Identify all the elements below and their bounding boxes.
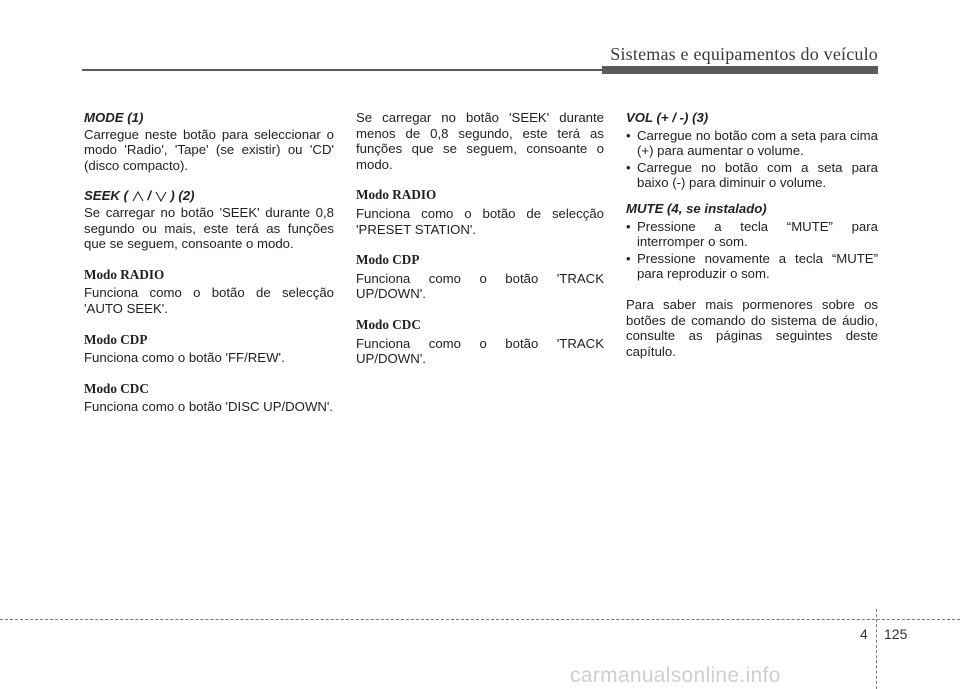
radio-mode-text: Funciona como o botão de selecção 'PRESET STATION'.	[356, 205, 604, 237]
mute-list	[626, 219, 878, 282]
list-item: • Carregue no botão com a seta para baixo (-) para diminuir o volume.	[626, 159, 878, 191]
seek-short-text: Se carregar no botão 'SEEK' durante menos de 0,8 segundo, este terá as funções que se seguem, consoante o modo.	[356, 110, 604, 172]
cdc-mode-text: Funciona como o botão 'TRACK UP/DOWN'.	[356, 335, 604, 367]
chevron-down-icon	[155, 188, 167, 203]
watermark: carmanualsonline.info	[570, 664, 781, 687]
list-item: • Pressione novamente a tecla “MUTE” para reproduzir o som.	[626, 250, 878, 282]
seek-text: Se carregar no botão 'SEEK' durante 0,8 segundo ou mais, este terá as funções que se seguem, consoante o modo.	[84, 204, 334, 252]
section-title: Sistemas e equipamentos do veículo	[610, 44, 878, 64]
cdc-mode-text: Funciona como o botão 'DISC UP/DOWN'.	[84, 399, 334, 415]
footer-rule	[0, 619, 960, 620]
column-3	[626, 110, 878, 359]
cdp-mode-heading: Modo CDP	[84, 331, 148, 347]
chevron-up-icon	[132, 188, 144, 203]
column-2	[356, 110, 604, 367]
cdc-mode-heading: Modo CDC	[84, 380, 149, 396]
column-1	[84, 110, 334, 415]
radio-mode-heading: Modo RADIO	[84, 266, 165, 282]
seek-heading: SEEK ( / ) (2)	[84, 188, 195, 204]
cdc-mode-heading: Modo CDC	[356, 316, 421, 332]
vol-list	[626, 128, 878, 191]
footer-divider	[876, 609, 877, 689]
cdp-mode-text: Funciona como o botão 'FF/REW'.	[84, 350, 285, 366]
mode-text: Carregue neste botão para seleccionar o modo 'Radio', 'Tape' (se existir) ou 'CD' (disco compacto).	[84, 126, 334, 173]
header-rule	[82, 69, 602, 71]
radio-mode-heading: Modo RADIO	[356, 187, 437, 203]
cdp-mode-heading: Modo CDP	[356, 252, 420, 268]
chapter-number: 4	[860, 626, 868, 642]
header-rule-accent	[602, 66, 878, 74]
vol-heading: VOL (+ / -) (3)	[626, 110, 709, 125]
page-number: 125	[884, 626, 908, 642]
mode-heading: MODE (1)	[84, 110, 144, 125]
cdp-mode-text: Funciona como o botão 'TRACK UP/DOWN'.	[356, 270, 604, 302]
closing-text: Para saber mais pormenores sobre os botões de comando do sistema de áudio, consulte as páginas seguintes deste capítulo.	[626, 296, 878, 359]
radio-mode-text: Funciona como o botão de selecção 'AUTO SEEK'.	[84, 285, 334, 316]
mute-heading: MUTE (4, se instalado)	[626, 200, 767, 216]
list-item: • Pressione a tecla “MUTE” para interromper o som.	[626, 218, 878, 250]
list-item: • Carregue no botão com a seta para cima (+) para aumentar o volume.	[626, 127, 878, 159]
